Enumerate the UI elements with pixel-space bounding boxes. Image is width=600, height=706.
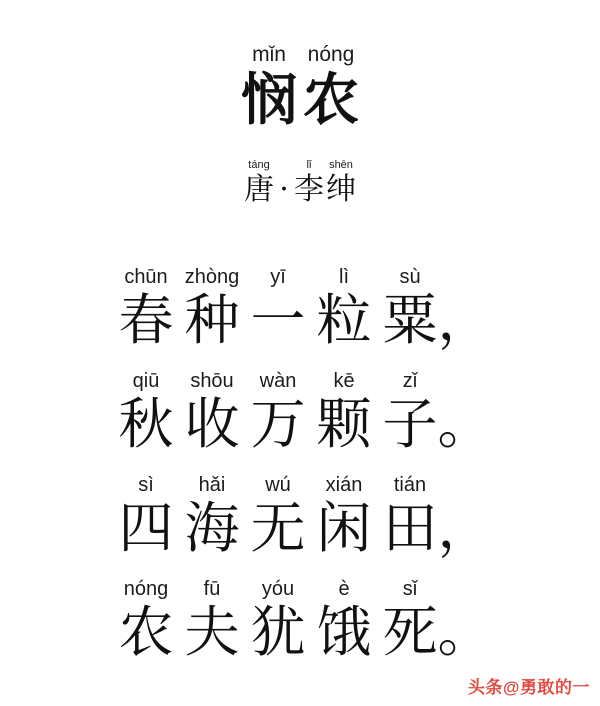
- pinyin-syllable: sǐ: [402, 578, 418, 600]
- title-block: [0, 0, 600, 132]
- char-cell: [113, 469, 179, 559]
- punctuation-cell: [437, 261, 493, 352]
- pinyin-syllable: xián: [325, 474, 363, 496]
- pinyin-syllable: chūn: [124, 266, 168, 288]
- char-cell: [311, 573, 377, 663]
- hanzi-char: 粟: [382, 288, 438, 352]
- title-row: [0, 42, 600, 132]
- char-cell: [377, 469, 443, 559]
- author-hanzi: 绅: [326, 172, 356, 207]
- title-pinyin: nóng: [307, 43, 355, 66]
- punctuation-char: ，: [437, 496, 493, 560]
- author-pinyin: táng: [248, 159, 270, 171]
- author-char-cell: [243, 158, 275, 208]
- char-cell: [245, 261, 311, 351]
- pinyin-syllable: nóng: [123, 578, 169, 600]
- pinyin-syllable: fū: [203, 578, 221, 600]
- author-separator-cell: [275, 172, 293, 208]
- pinyin-syllable: wú: [265, 474, 291, 496]
- char-cell: [311, 469, 377, 559]
- hanzi-char: 颗: [316, 392, 372, 456]
- pinyin-syllable: zǐ: [402, 370, 418, 392]
- author-char-cell: [325, 158, 357, 208]
- pinyin-syllable: zhòng: [184, 266, 240, 288]
- char-cell: [245, 573, 311, 663]
- pinyin-syllable: yóu: [261, 578, 295, 600]
- pinyin-syllable: wàn: [259, 370, 297, 392]
- pinyin-syllable: kē: [333, 370, 355, 392]
- hanzi-char: 春: [118, 288, 174, 352]
- char-cell: [113, 573, 179, 663]
- poem-line-3: [0, 469, 600, 559]
- pinyin-syllable: qiū: [132, 370, 160, 392]
- hanzi-char: 四: [118, 496, 174, 560]
- author-row: [0, 158, 600, 208]
- author-separator-dot: ·: [279, 172, 289, 207]
- punctuation-char: 。: [437, 392, 493, 456]
- pinyin-syllable: shōu: [190, 370, 234, 392]
- char-cell: [245, 365, 311, 455]
- title-pinyin: mǐn: [252, 43, 286, 66]
- hanzi-char: 子: [382, 392, 438, 456]
- pinyin-syllable: sù: [399, 266, 421, 288]
- hanzi-char: 农: [118, 600, 174, 664]
- char-cell: [311, 365, 377, 455]
- punctuation-char: ，: [437, 288, 493, 352]
- pinyin-syllable: sì: [138, 474, 154, 496]
- char-cell: [179, 261, 245, 351]
- char-cell: [377, 261, 443, 351]
- char-cell: [179, 469, 245, 559]
- hanzi-char: 夫: [184, 600, 240, 664]
- char-cell: [179, 365, 245, 455]
- author-pinyin: lǐ: [306, 159, 312, 171]
- hanzi-char: 秋: [118, 392, 174, 456]
- char-cell: [113, 261, 179, 351]
- char-cell: [377, 365, 443, 455]
- char-cell: [245, 469, 311, 559]
- char-cell: [377, 573, 443, 663]
- poem-line-1: [0, 261, 600, 351]
- punctuation-char: 。: [437, 600, 493, 664]
- poem-line-2: [0, 365, 600, 455]
- hanzi-char: 闲: [316, 496, 372, 560]
- watermark: 头条@勇敢的一: [467, 678, 590, 697]
- author-char-cell: [293, 158, 325, 208]
- title-char-cell: [300, 42, 362, 132]
- punctuation-cell: [437, 365, 493, 456]
- punctuation-cell: [437, 573, 493, 664]
- hanzi-char: 饿: [316, 600, 372, 664]
- hanzi-char: 海: [184, 496, 240, 560]
- pinyin-syllable: hǎi: [198, 474, 226, 496]
- pinyin-syllable: è: [338, 578, 350, 600]
- title-hanzi: 农: [303, 67, 359, 133]
- title-hanzi: 悯: [241, 67, 297, 133]
- poem-line-4: [0, 573, 600, 663]
- poem-body: [0, 261, 600, 663]
- hanzi-char: 收: [184, 392, 240, 456]
- author-pinyin: shēn: [329, 159, 353, 171]
- char-cell: [311, 261, 377, 351]
- hanzi-char: 粒: [316, 288, 372, 352]
- punctuation-cell: [437, 469, 493, 560]
- hanzi-char: 万: [250, 392, 306, 456]
- pinyin-syllable: lì: [339, 266, 349, 288]
- hanzi-char: 种: [184, 288, 240, 352]
- author-hanzi: 李: [294, 172, 324, 207]
- pinyin-syllable: yī: [270, 266, 286, 288]
- author-hanzi: 唐: [244, 172, 274, 207]
- title-char-cell: [238, 42, 300, 132]
- hanzi-char: 一: [250, 288, 306, 352]
- pinyin-syllable: tián: [393, 474, 427, 496]
- char-cell: [113, 365, 179, 455]
- hanzi-char: 无: [250, 496, 306, 560]
- char-cell: [179, 573, 245, 663]
- hanzi-char: 田: [382, 496, 438, 560]
- hanzi-char: 死: [382, 600, 438, 664]
- hanzi-char: 犹: [250, 600, 306, 664]
